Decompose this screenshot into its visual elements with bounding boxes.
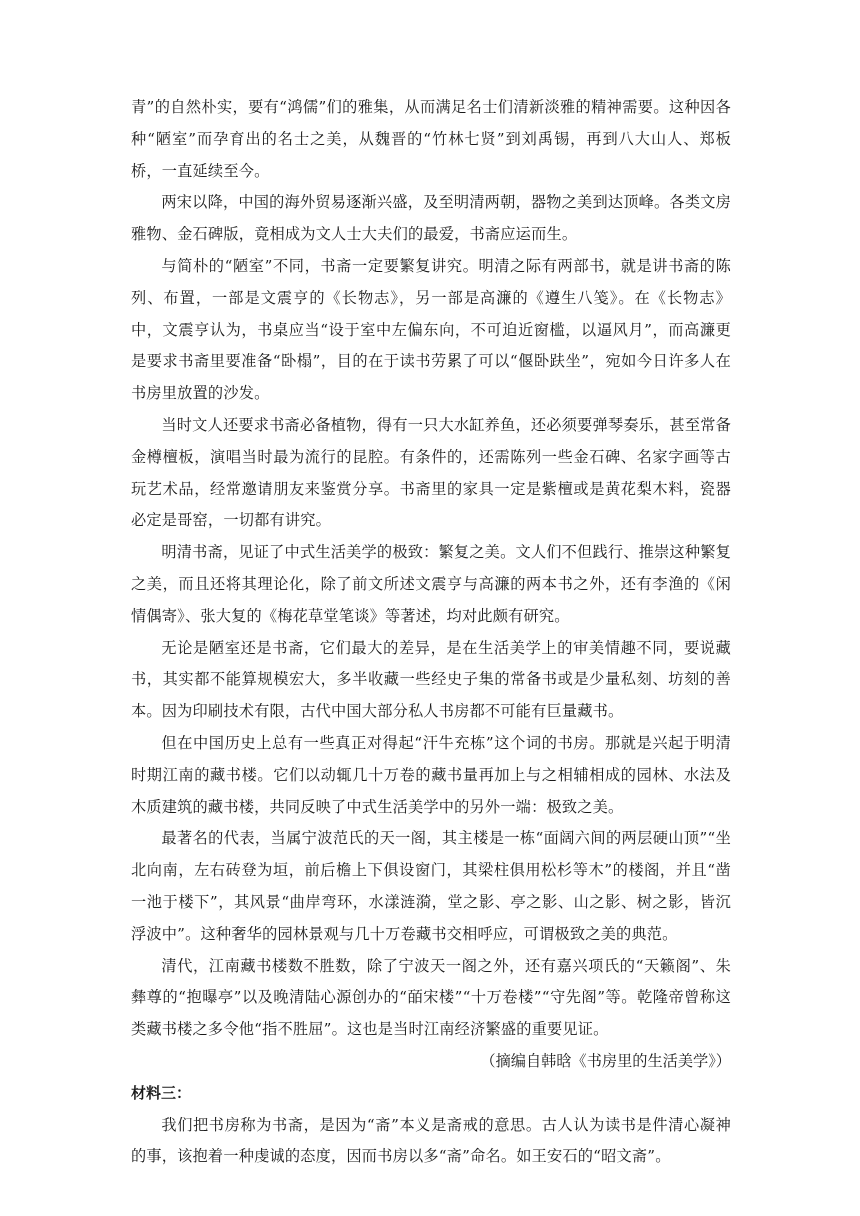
paragraph-2: 两宋以降，中国的海外贸易逐渐兴盛，及至明清两朝，器物之美到达顶峰。各类文房雅物、金石碑版，竟相成为文人士大夫们的最爱，书斋应运而生。: [131, 193, 731, 244]
paragraph-4: 当时文人还要求书斋必备植物，得有一只大水缸养鱼，还必须要弹琴奏乐，甚至常备金樽檀板，演唱当时最为流行的昆腔。有条件的，还需陈列一些金石碑、名家字画等古玩艺术品，经常邀请朋友来鉴赏分享。书斋里的家具一定是紫檀或是黄花梨木料，瓷器必定是哥窑，一切都有讲究。: [131, 415, 731, 530]
source-citation: （摘编自韩晗《书房里的生活美学》）: [480, 1051, 731, 1070]
paragraph-8: 最著名的代表，当属宁波范氏的天一阁，其主楼是一栋“面阔六间的两层硬山顶”“坐北向南，左右砖登为垣，前后檐上下俱设窗门，其梁柱俱用松杉等木”的楼阁，并且“凿一池于楼下”，其风景“曲岸弯环，水漾涟漪，堂之影、亭之影、山之影、树之影，皆沉浮波中”。这种奢华的园林景观与几十万卷藏书交相呼应，可谓极致之美的典范。: [131, 829, 731, 943]
material-3-paragraph: 我们把书房称为书斋，是因为“斋”本义是斋戒的意思。古人认为读书是件清心凝神的事，该抱着一种虔诚的态度，因而书房以多“斋”命名。如王安石的“昭文斋”。: [131, 1115, 731, 1166]
material-3-heading: 材料三：: [131, 1083, 192, 1102]
paragraph-1: 青”的自然朴实，要有“鸿儒”们的雅集，从而满足名士们清新淡雅的精神需要。这种因各种“陋室”而孕育出的名士之美，从魏晋的“竹林七贤”到刘禹锡，再到八大山人、郑板桥，一直延续至今。: [131, 98, 731, 180]
paragraph-6: 无论是陋室还是书斋，它们最大的差异，是在生活美学上的审美情趣不同，要说藏书，其实都不能算规模宏大，多半收藏一些经史子集的常备书或是少量私刻、坊刻的善本。因为印刷技术有限，古代中国大部分私人书房都不可能有巨量藏书。: [131, 638, 731, 721]
paragraph-5: 明清书斋，见证了中式生活美学的极致：繁复之美。文人们不但践行、推崇这种繁复之美，而且还将其理论化，除了前文所述文震亨与高濂的两本书之外，还有李渔的《闲情偶寄》、张大复的《梅花草堂笔谈》等著述，均对此颇有研究。: [131, 543, 731, 625]
paragraph-7: 但在中国历史上总有一些真正对得起“汗牛充栋”这个词的书房。那就是兴起于明清时期江南的藏书楼。它们以动辄几十万卷的藏书量再加上与之相辅相成的园林、水法及木质建筑的藏书楼，共同反映了中式生活美学中的另外一端：极致之美。: [131, 733, 731, 816]
paragraph-3: 与简朴的“陋室”不同，书斋一定要繁复讲究。明清之际有两部书，就是讲书斋的陈列、布置，一部是文震亨的《长物志》，另一部是高濂的《遵生八笺》。在《长物志》中，文震亨认为，书桌应当“设于室中左偏东向，不可迫近窗槛，以逼风月”，而高濂更是要求书斋里要准备“卧榻”，目的在于读书劳累了可以“偃卧趺坐”，宛如今日许多人在书房里放置的沙发。: [131, 256, 731, 403]
document-body: [131, 92, 731, 1173]
paragraph-9: 清代，江南藏书楼数不胜数，除了宁波天一阁之外，还有嘉兴项氏的“天籁阁”、朱彝尊的“抱曝亭”以及晚清陆心源创办的“皕宋楼”“十万卷楼”“守先阁”等。乾隆帝曾称这类藏书楼之多令他“指不胜屈”。这也是当时江南经济繁盛的重要见证。: [131, 956, 731, 1039]
